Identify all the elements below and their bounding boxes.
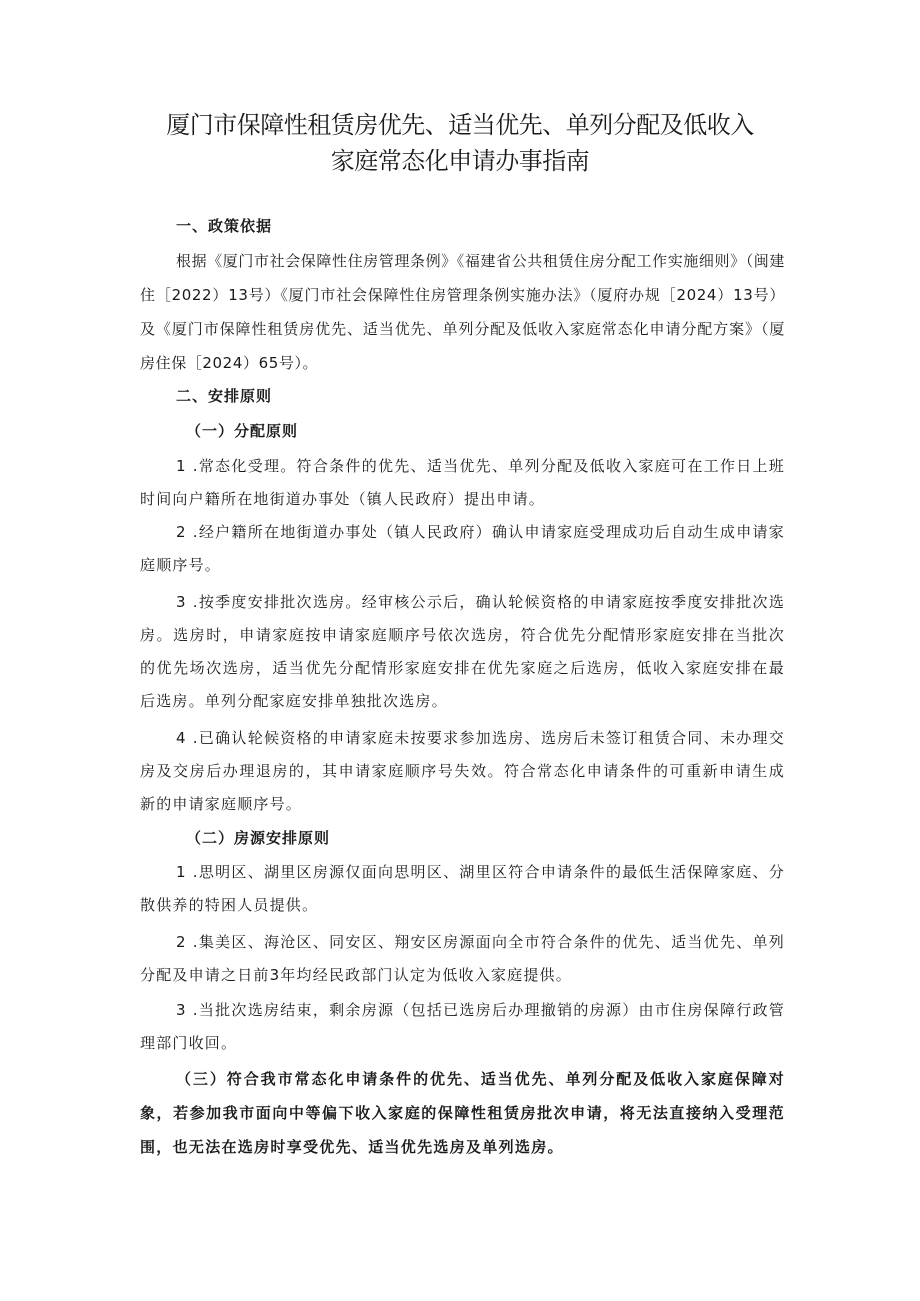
allocation-item-2: 2 .经户籍所在地街道办事处（镇人民政府）确认申请家庭受理成功后自动生成申请家庭顺序号。: [140, 523, 785, 574]
housing-source-item-2: 2 .集美区、海沧区、同安区、翔安区房源面向全市符合条件的优先、适当优先、单列分配及申请之日前3年均经民政部门认定为低收入家庭提供。: [140, 933, 785, 984]
allocation-item-1: 1 .常态化受理。符合条件的优先、适当优先、单列分配及低收入家庭可在工作日上班时间向户籍所在地街道办事处（镇人民政府）提出申请。: [140, 457, 785, 508]
subsection-heading-allocation: （一）分配原则: [186, 422, 299, 440]
document-title-line-2: 家庭常态化申请办事指南: [330, 147, 590, 175]
document-title-line-1: 厦门市保障性租赁房优先、适当优先、单列分配及低收入: [166, 111, 754, 139]
housing-source-item-3: 3 .当批次选房结束，剩余房源（包括已选房后办理撤销的房源）由市住房保障行政管理部门收回。: [140, 1001, 785, 1052]
allocation-item-4: 4 .已确认轮候资格的申请家庭未按要求参加选房、选房后未签订租赁合同、未办理交房及交房后办理退房的，其申请家庭顺序号失效。符合常态化申请条件的可重新申请生成新的申请家庭顺序号。: [140, 729, 785, 813]
allocation-item-3: 3 .按季度安排批次选房。经审核公示后，确认轮候资格的申请家庭按季度安排批次选房。选房时，申请家庭按申请家庭顺序号依次选房，符合优先分配情形家庭安排在当批次的优先场次选房，适当优先分配情形家庭安排在优先家庭之后选房，低收入家庭安排在最后选房。单列分配家庭安排单独批次选房。: [140, 593, 785, 710]
emphasis-paragraph: （三）符合我市常态化申请条件的优先、适当优先、单列分配及低收入家庭保障对象，若参加我市面向中等偏下收入家庭的保障性租赁房批次申请，将无法直接纳入受理范围，也无法在选房时享受优先、适当优先选房及单列选房。: [140, 1070, 785, 1156]
housing-source-item-1: 1 .思明区、湖里区房源仅面向思明区、湖里区符合申请条件的最低生活保障家庭、分散供养的特困人员提供。: [140, 863, 785, 914]
section-heading-arrangement-principles: 二、安排原则: [176, 387, 273, 405]
subsection-heading-housing-source: （二）房源安排原则: [186, 829, 331, 847]
policy-basis-paragraph: 根据《厦门市社会保障性住房管理条例》《福建省公共租赁住房分配工作实施细则》（闽建住［2022）13号）《厦门市社会保障性住房管理条例实施办法》（厦府办规［2024）13号）及《厦门市保障性租赁房优先、适当优先、单列分配及低收入家庭常态化申请分配方案》（厦房住保［2024）65号）。: [140, 252, 786, 372]
section-heading-policy-basis: 一、政策依据: [176, 217, 273, 235]
